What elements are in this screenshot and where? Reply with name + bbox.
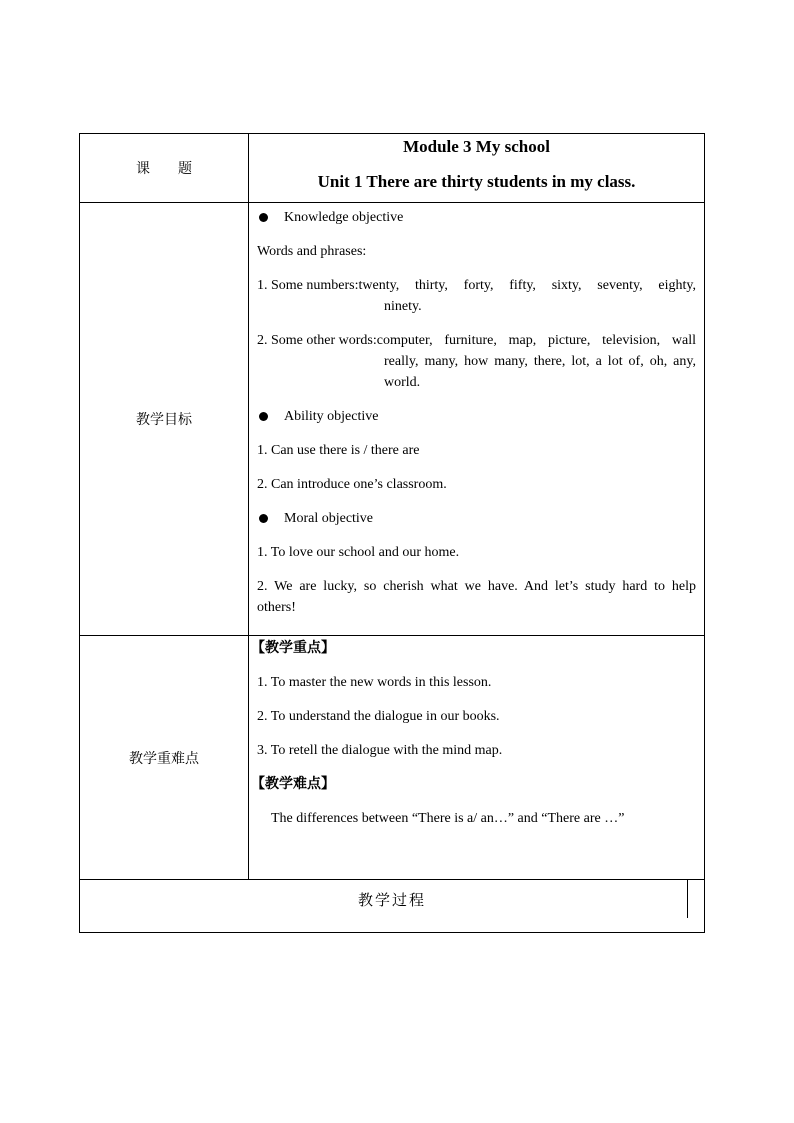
other-line1: computer, furniture, map, picture, television, wall (376, 333, 696, 348)
moral-item-2-line1: 2. We are lucky, so cherish what we have. And let’s study hard to help (257, 579, 696, 594)
process-cell (80, 880, 705, 933)
title-cell (249, 134, 705, 203)
title-row (80, 134, 705, 203)
key-points-label: 教学重难点 (80, 636, 249, 880)
other-line3: world. (384, 375, 421, 390)
bullet-icon (259, 514, 268, 523)
numbers-line2: ninety. (384, 299, 422, 314)
objectives-label: 教学目标 (80, 203, 249, 636)
module-title: Module 3 My school (403, 137, 550, 156)
objectives-content (249, 203, 705, 636)
words-heading: Words and phrases: (257, 244, 367, 259)
focus-item-1: 1. To master the new words in this lesson. (257, 675, 492, 690)
key-points-content (249, 636, 705, 880)
moral-item-2 (257, 576, 696, 618)
unit-title: Unit 1 There are thirty students in my class. (317, 172, 636, 191)
ability-heading-line (257, 406, 696, 427)
other-words-item (257, 330, 696, 393)
process-label: 教学过程 (357, 891, 426, 909)
title-label: 课题 (80, 134, 249, 203)
knowledge-heading: Knowledge objective (284, 210, 404, 225)
numbers-item (257, 275, 696, 317)
process-divider (687, 880, 688, 918)
key-points-row (80, 636, 705, 880)
numbers-line1: twenty, thirty, forty, fifty, sixty, seventy, eighty, (358, 278, 696, 293)
ability-item-2: 2. Can introduce one’s classroom. (257, 477, 447, 492)
focus-heading: 【教学重点】 (251, 640, 335, 656)
moral-item-2-line2: others! (257, 600, 296, 615)
lesson-plan-table (79, 133, 705, 933)
moral-heading-line (257, 508, 696, 529)
difficulty-item-1: The differences between “There is a/ an…” and “There are …” (271, 811, 625, 826)
difficulty-heading: 【教学难点】 (251, 776, 335, 792)
knowledge-heading-line (257, 207, 696, 228)
moral-item-1: 1. To love our school and our home. (257, 545, 460, 560)
moral-heading: Moral objective (284, 511, 374, 526)
numbers-lead: 1. Some numbers: (257, 278, 359, 293)
ability-heading: Ability objective (284, 409, 379, 424)
bullet-icon (259, 213, 268, 222)
objectives-row (80, 203, 705, 636)
bullet-icon (259, 412, 268, 421)
focus-item-2: 2. To understand the dialogue in our books. (257, 709, 500, 724)
other-lead: 2. Some other words: (257, 333, 377, 348)
other-line2: really, many, how many, there, lot, a lot of, oh, any, (384, 354, 696, 369)
ability-item-1: 1. Can use there is / there are (257, 443, 420, 458)
process-row (80, 880, 705, 933)
focus-item-3: 3. To retell the dialogue with the mind map. (257, 743, 503, 758)
